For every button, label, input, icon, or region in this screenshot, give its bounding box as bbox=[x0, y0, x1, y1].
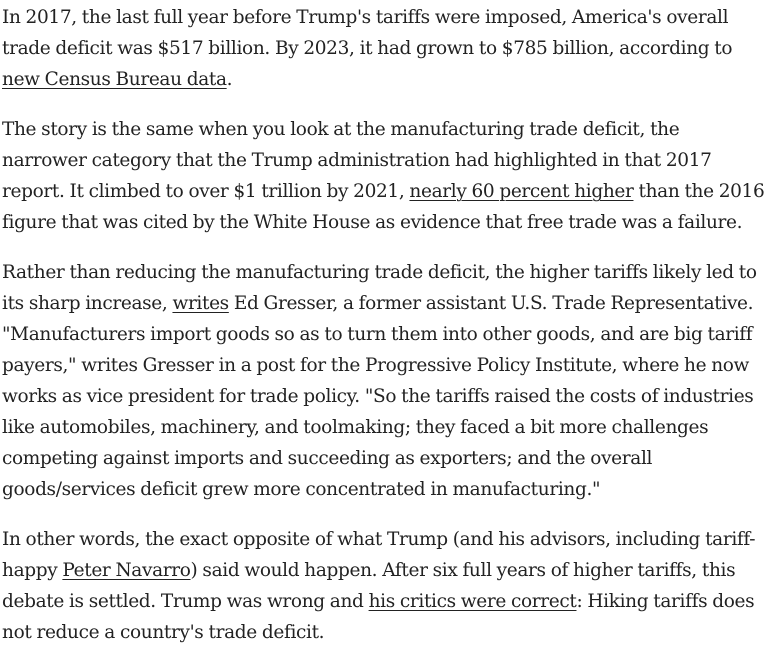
paragraph bbox=[2, 524, 768, 648]
paragraph bbox=[2, 2, 768, 95]
paragraph-text: Rather than reducing the manufacturing trade deficit, the higher tariffs likely led to its sharp increase, bbox=[2, 262, 757, 314]
paragraph-text: . bbox=[226, 69, 233, 90]
link-his-critics-were-correct[interactable]: his critics were correct bbox=[368, 591, 577, 612]
paragraph bbox=[2, 257, 768, 505]
link-peter-navarro[interactable]: Peter Navarro bbox=[62, 560, 191, 581]
paragraph-text: ) said would happen. After six full years of higher tariffs, this debate is settled. Trump was wrong and bbox=[2, 560, 736, 612]
link-writes[interactable]: writes bbox=[172, 293, 229, 314]
link-new-census-bureau-data[interactable]: new Census Bureau data bbox=[2, 69, 227, 90]
paragraph-text: : Hiking tariffs does not reduce a country's trade deficit. bbox=[2, 591, 755, 643]
paragraph-text: In 2017, the last full year before Trump's tariffs were imposed, America's overall trade deficit was $517 billion. By 2023, it had grown to $785 billion, according to bbox=[2, 7, 733, 59]
paragraph-text: than the 2016 figure that was cited by the White House as evidence that free trade was a failure. bbox=[2, 181, 765, 233]
link-nearly-60-percent-higher[interactable]: nearly 60 percent higher bbox=[409, 181, 634, 202]
paragraph-text: Ed Gresser, a former assistant U.S. Trade Representative. "Manufacturers import goods so as to turn them into other goods, and are big tariff payers," writes Gresser in a post for the Progressive Policy Institute, where he now works as vice president for trade policy. "So the tariffs raised the costs of industries like automobiles, machinery, and toolmaking; they faced a bit more challenges competing against imports and succeeding as exporters; and the overall goods/services deficit grew more concentrated in manufacturing." bbox=[2, 293, 754, 500]
paragraph-text: The story is the same when you look at the manufacturing trade deficit, the narrower category that the Trump administration had highlighted in that 2017 report. It climbed to over $1 trillion by 2021, bbox=[2, 119, 712, 202]
paragraph-text: In other words, the exact opposite of what Trump (and his advisors, including tariff-happy bbox=[2, 529, 756, 581]
paragraph bbox=[2, 114, 768, 238]
